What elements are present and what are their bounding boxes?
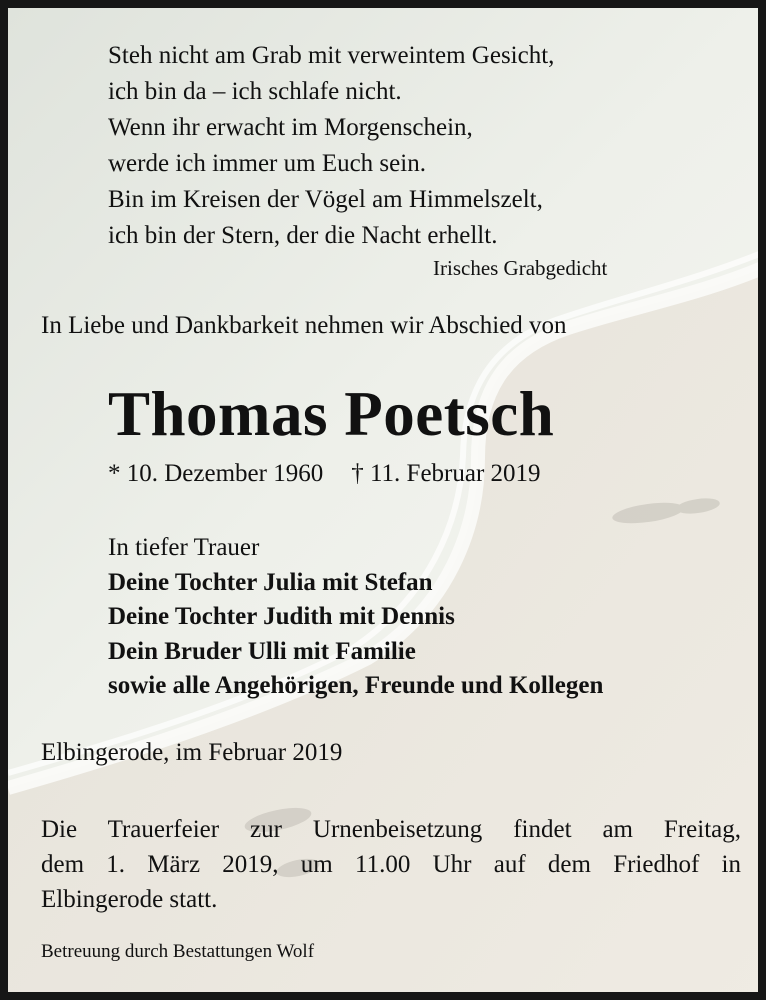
mourner: sowie alle Angehörigen, Freunde und Kollegen <box>108 672 604 699</box>
place-date: Elbingerode, im Februar 2019 <box>41 739 343 766</box>
poem-line: Wenn ihr erwacht im Morgenschein, <box>108 114 473 141</box>
birth-date: * 10. Dezember 1960 <box>108 460 324 487</box>
ceremony-line: Die Trauerfeier zur Urnenbeisetzung findet am Freitag, <box>41 816 741 843</box>
mourners <box>108 531 603 704</box>
poem-source: Irisches Grabgedicht <box>433 256 608 280</box>
poem-line: Steh nicht am Grab mit verweintem Gesicht, <box>108 42 555 69</box>
mourner: Deine Tochter Judith mit Dennis <box>108 603 455 630</box>
poem-line: werde ich immer um Euch sein. <box>108 150 426 177</box>
ceremony-line: dem 1. März 2019, um 11.00 Uhr auf dem Friedhof in <box>41 851 741 878</box>
poem-line: ich bin der Stern, der die Nacht erhellt. <box>108 222 498 249</box>
deceased-name: Thomas Poetsch <box>108 379 555 449</box>
poem-line: Bin im Kreisen der Vögel am Himmelszelt, <box>108 186 543 213</box>
ceremony-line: Elbingerode statt. <box>41 886 218 913</box>
death-date: † 11. Februar 2019 <box>351 460 541 487</box>
mourner: Dein Bruder Ulli mit Familie <box>108 637 416 665</box>
poem-line: ich bin da – ich schlafe nicht. <box>108 78 402 105</box>
intro-text: In Liebe und Dankbarkeit nehmen wir Abschied von <box>41 312 567 339</box>
mourner: Deine Tochter Julia mit Stefan <box>108 568 433 596</box>
ceremony-info <box>41 812 741 917</box>
mourners-heading: In tiefer Trauer <box>108 534 260 561</box>
poem <box>108 38 554 254</box>
funeral-home-credit: Betreuung durch Bestattungen Wolf <box>41 941 315 962</box>
life-dates <box>108 460 541 488</box>
